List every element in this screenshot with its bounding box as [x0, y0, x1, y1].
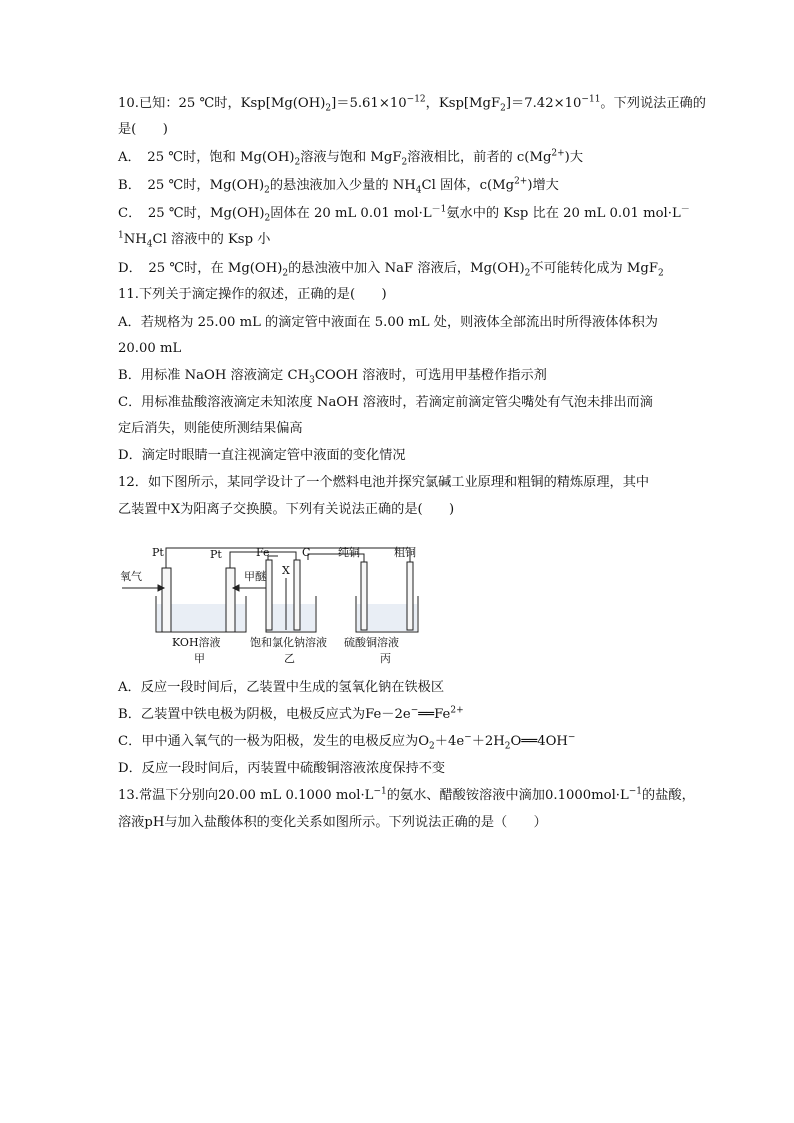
electrode-pt1: [162, 568, 171, 632]
label-jia: 甲: [194, 652, 205, 665]
q13-stem-line1: 13.常温下分别向20.00 mL 0.1000 $mol\cdot L^{-1}$的氨水、醋酸铵溶液中滴加$0.1000mol\cdot L^{-1}$的盐酸，: [118, 786, 695, 803]
q12-option-b: B．乙装置中铁电极为阴极，电极反应式为$Fe-2e^-══Fe^{2+}$: [118, 705, 464, 722]
q12-option-d: D．反应一段时间后，丙装置中硫酸铜溶液浓度保持不变: [118, 761, 446, 776]
label-yi: 乙: [284, 652, 295, 665]
label-bing: 丙: [380, 652, 391, 665]
q10-stem-line1: 10.已知：25 ℃时，$Ksp[Mg(OH)_2]=5.61\times 10^{-12}$，$Ksp[MgF_2]=7.42\times 10^{-11}$。下列说法正确的: [118, 94, 706, 114]
electrode-pure-cu: [361, 562, 367, 630]
q12-stem-line1: 12．如下图所示，某同学设计了一个燃料电池并探究氯碱工业原理和粗铜的精炼原理，其中: [118, 475, 650, 490]
electrode-fe: [266, 560, 272, 630]
q12-option-c: C．甲中通入氧气的一极为阳极，发生的电极反应为$O_2+4e^-+2H_2O══4OH^-$: [118, 732, 576, 752]
q12-option-a: A．反应一段时间后，乙装置中生成的氢氧化钠在铁极区: [118, 680, 445, 695]
label-fe: Fe: [256, 546, 270, 559]
label-pt2: Pt: [210, 548, 222, 561]
electrode-pt2: [226, 568, 235, 632]
label-methyl-ether: 甲醚: [244, 570, 266, 583]
q11-option-c: C．用标准盐酸溶液滴定未知浓度 NaOH 溶液时，若滴定前滴定管尖嘴处有气泡未排出而滴: [118, 395, 653, 410]
q12-stem-line2: 乙装置中X为阳离子交换膜。下列有关说法正确的是( ): [118, 502, 455, 517]
label-nacl: 饱和氯化钠溶液: [250, 636, 327, 649]
q10-option-c-cont: $^1NH_4Cl$ 溶液中的 Ksp 小: [118, 230, 271, 250]
q11-option-b: B．用标准 NaOH 溶液滴定 $CH_3COOH$ 溶液时，可选用甲基橙作指示剂: [118, 368, 547, 386]
q11-option-a-cont: 20.00 mL: [118, 341, 182, 356]
q10-option-b: B． 25 ℃时，$Mg(OH)_2$的悬浊液加入少量的 $NH_4Cl$ 固体，$c(Mg^{2+})$增大: [118, 176, 559, 196]
electrode-c: [294, 560, 300, 630]
q11-option-c-cont: 定后消失，则能使所测结果偏高: [118, 421, 303, 436]
q10-option-c: C． 25 ℃时，$Mg(OH)_2$固体在 20 mL 0.01 $mol\cdot L^{-1}$氨水中的 Ksp 比在 20 mL 0.01 mol·L－: [118, 204, 690, 224]
solution-yi: [267, 604, 315, 631]
label-crude-cu: 粗铜: [394, 546, 416, 559]
q10-stem-line2: 是( ): [118, 122, 168, 137]
label-c: C: [302, 546, 311, 559]
label-cuso4: 硫酸铜溶液: [344, 636, 399, 649]
electrode-crude-cu: [407, 562, 413, 630]
label-pure-cu: 纯铜: [338, 546, 360, 559]
label-x: X: [282, 564, 290, 577]
label-pt1: Pt: [152, 546, 164, 559]
q11-option-a: A．若规格为 25.00 mL 的滴定管中液面在 5.00 mL 处，则液体全部流出时所得液体体积为: [118, 315, 658, 330]
q11-option-d: D．滴定时眼睛一直注视滴定管中液面的变化情况: [118, 448, 406, 463]
q10-option-a: A． 25 ℃时，饱和 $Mg(OH)_2$溶液与饱和 MgF$_2$溶液相比，前者的 $c(Mg^{2+})$大: [118, 148, 584, 168]
label-oxygen: 氧气: [120, 570, 142, 583]
q11-stem: 11.下列关于滴定操作的叙述，正确的是( ): [118, 287, 387, 302]
electrochemistry-apparatus-diagram: [118, 540, 448, 670]
q13-stem-line2: 溶液pH与加入盐酸体积的变化关系如图所示。下列说法正确的是（ ）: [118, 815, 547, 830]
label-koh: KOH溶液: [172, 636, 221, 649]
q10-option-d: D． 25 ℃时，在 $Mg(OH)_2$的悬浊液中加入 NaF 溶液后，$Mg(OH)_2$不可能转化成为 MgF$_2$: [118, 261, 664, 279]
